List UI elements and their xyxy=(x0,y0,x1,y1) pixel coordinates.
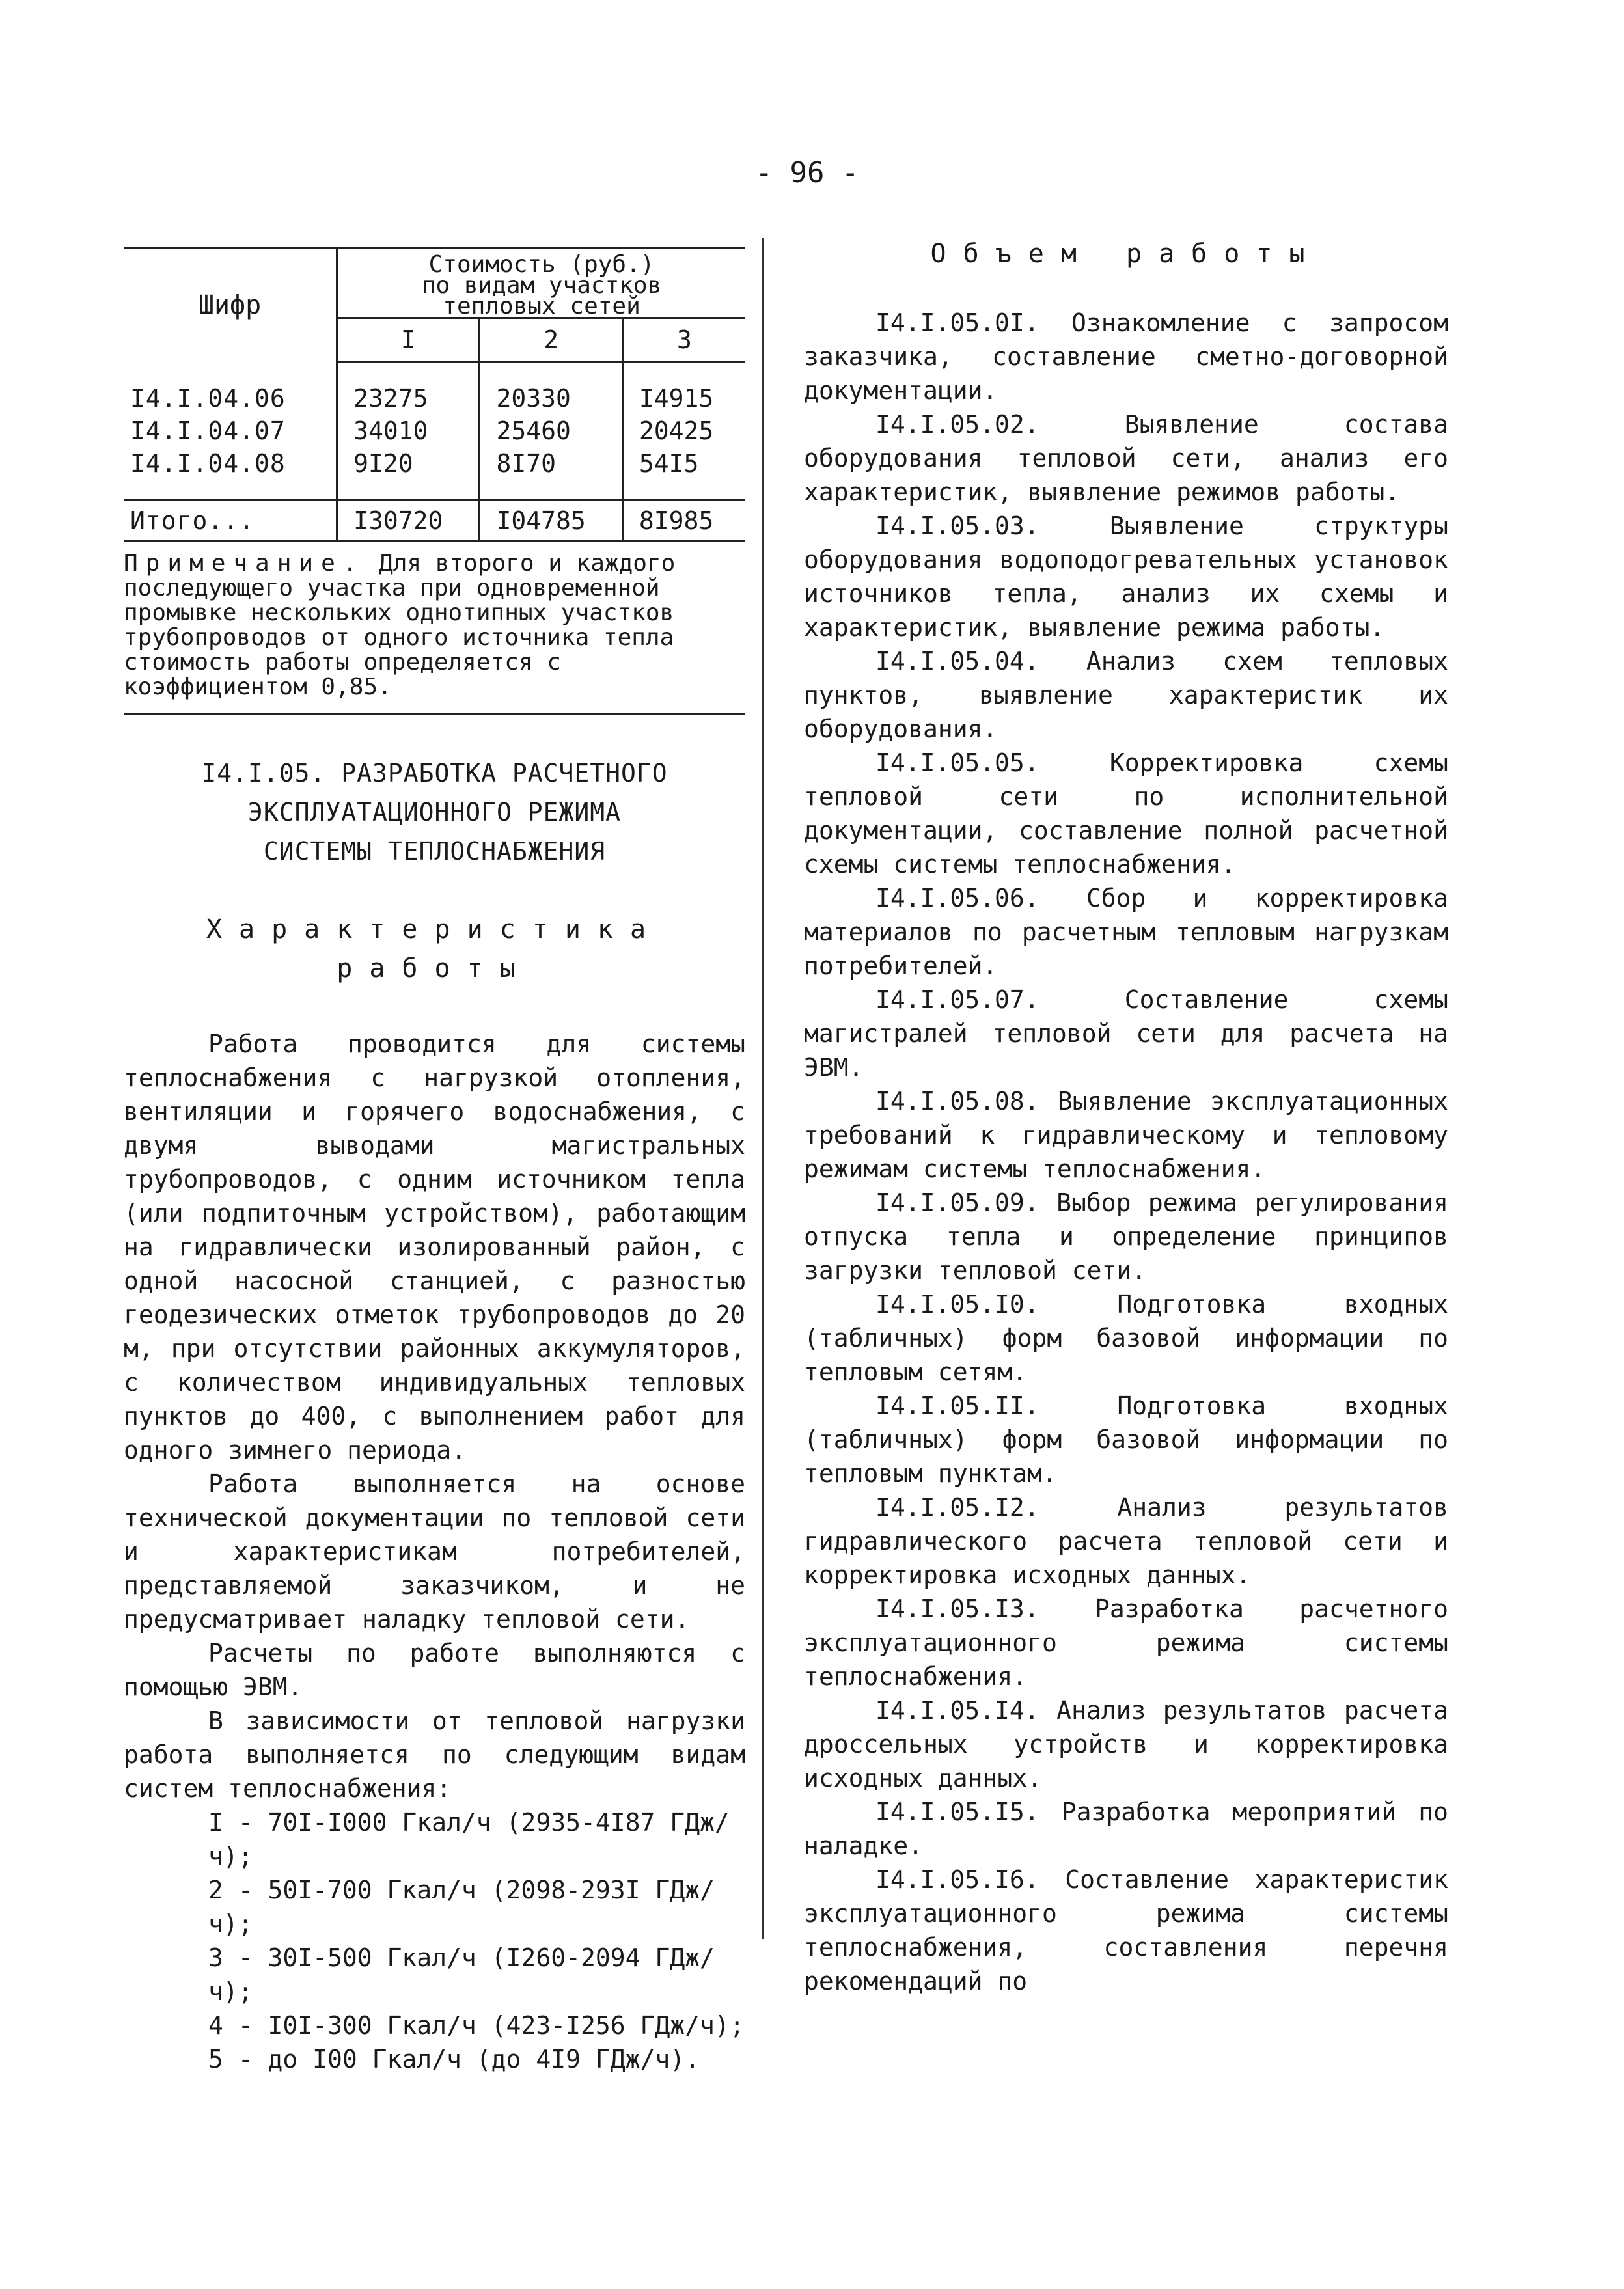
left-column xyxy=(124,247,745,2076)
work-item: I4.I.05.07. Составление схемы магистралей тепловой сети для расчета на ЭВМ. xyxy=(804,985,1448,1082)
list-item: 5 - до I00 Гкал/ч (до 4I9 ГДж/ч). xyxy=(208,2045,700,2074)
section-title xyxy=(124,754,745,871)
characteristic-heading-line: работы xyxy=(337,953,532,983)
table-row xyxy=(124,415,745,447)
column-number: I xyxy=(337,318,480,362)
paragraph: Работа выполняется на основе технической документации по тепловой сети и характеристикам потребителей, представляемой заказчиком, и не предусматривает наладку тепловой сети. xyxy=(124,1470,745,1634)
list-item: 3 - 30I-500 Гкал/ч (I260-2094 ГДж/ч); xyxy=(208,1943,715,2006)
characteristic-heading xyxy=(124,910,745,988)
page-number: - 96 - xyxy=(755,156,859,189)
cell-value: 25460 xyxy=(480,415,622,447)
work-item: I4.I.05.06. Сбор и корректировка материалов по расчетным тепловым нагрузкам потребителей. xyxy=(804,884,1448,980)
cell-value: 23275 xyxy=(353,384,428,413)
cost-table xyxy=(124,247,745,542)
total-value: 8I985 xyxy=(622,500,745,541)
paragraph: В зависимости от тепловой нагрузки работа выполняется по следующим видам систем теплоснабжения: xyxy=(124,1706,745,1803)
list-item: 2 - 50I-700 Гкал/ч (2098-293I ГДж/ч); xyxy=(208,1876,715,1938)
work-item: I4.I.05.I6. Составление характеристик эксплуатационного режима системы теплоснабжения, составления перечня рекомендаций по xyxy=(804,1865,1448,1995)
row-code: I4.I.04.06 xyxy=(124,382,337,415)
work-item: I4.I.05.08. Выявление эксплуатационных требований к гидравлическому и тепловому режимам системы теплоснабжения. xyxy=(804,1087,1448,1183)
work-item: I4.I.05.02. Выявление состава оборудования тепловой сети, анализ его характеристик, выявление режимов работы. xyxy=(804,410,1448,506)
work-item: I4.I.05.I2. Анализ результатов гидравлического расчета тепловой сети и корректировка исходных данных. xyxy=(804,1493,1448,1589)
cell-value: 8I70 xyxy=(480,447,622,480)
paragraph: Расчеты по работе выполняются с помощью ЭВМ. xyxy=(124,1639,745,1701)
work-scope-title: Объем работы xyxy=(930,239,1322,269)
note-divider xyxy=(124,713,745,715)
cost-header-line: тепловых сетей xyxy=(443,293,640,320)
work-item: I4.I.05.03. Выявление структуры оборудования водоподогревательных установок источников тепла, анализ их схемы и характеристик, выявление режима работы. xyxy=(804,512,1448,642)
paragraph: Работа проводится для системы теплоснабжения с нагрузкой отопления, вентиляции и горячего водоснабжения, с двумя выводами магистральных трубопроводов, с одним источником тепла (или подпиточным устройством), работающим на гидравлически изолированный район, с одной насосной станцией, с разностью геодезических отметок трубопроводов до 20 м, при отсутствии районных аккумуляторов, с количеством индивидуальных тепловых пунктов до 400, с выполнением работ для одного зимнего периода. xyxy=(124,1030,745,1464)
work-item: I4.I.05.I4. Анализ результатов расчета дроссельных устройств и корректировка исходных данных. xyxy=(804,1696,1448,1792)
total-label: Итого... xyxy=(124,500,337,541)
cost-header-line: Стоимость (руб.) xyxy=(428,251,655,278)
total-value: I30720 xyxy=(337,500,480,541)
row-code: I4.I.04.08 xyxy=(124,447,337,480)
work-item: I4.I.05.I0. Подготовка входных (табличных) форм базовой информации по тепловым сетям. xyxy=(804,1290,1448,1386)
work-item: I4.I.05.I5. Разработка мероприятий по наладке. xyxy=(804,1798,1448,1860)
cost-header-line: по видам участков xyxy=(421,272,662,299)
right-column xyxy=(804,234,1448,1998)
code-header: Шифр xyxy=(124,249,337,362)
note-text: Для второго и каждого последующего участка при одновременной промывке нескольких однотипных участков трубопроводов от одного источника тепла стоимость работы определяется с коэффициентом 0,85. xyxy=(124,550,676,700)
work-scope-list xyxy=(804,306,1448,1998)
work-item: I4.I.05.II. Подготовка входных (табличных) форм базовой информации по тепловым пунктам. xyxy=(804,1391,1448,1488)
list-item: 4 - I0I-300 Гкал/ч (423-I256 ГДж/ч); xyxy=(208,2011,745,2040)
total-row xyxy=(124,500,745,541)
column-number: 3 xyxy=(622,318,745,362)
section-title-line: ЭКСПЛУАТАЦИОННОГО РЕЖИМА xyxy=(247,798,622,827)
work-item: I4.I.05.I3. Разработка расчетного эксплуатационного режима системы теплоснабжения. xyxy=(804,1595,1448,1691)
row-code: I4.I.04.07 xyxy=(124,415,337,447)
cell-value: 34010 xyxy=(353,417,428,445)
cell-value: 20425 xyxy=(622,415,745,447)
note-lead: Примечание. xyxy=(124,550,365,577)
table-note xyxy=(124,551,745,700)
cell-value: I4915 xyxy=(622,382,745,415)
table-row xyxy=(124,447,745,480)
cell-value: 20330 xyxy=(480,382,622,415)
column-number: 2 xyxy=(480,318,622,362)
work-item: I4.I.05.05. Корректировка схемы тепловой сети по исполнительной документации, составление полной расчетной схемы системы теплоснабжения. xyxy=(804,748,1448,879)
heating-types-list xyxy=(124,1805,745,2076)
work-item: I4.I.05.09. Выбор режима регулирования отпуска тепла и определение принципов загрузки тепловой сети. xyxy=(804,1188,1448,1285)
list-item: I - 70I-I000 Гкал/ч (2935-4I87 ГДж/ч); xyxy=(208,1808,730,1871)
work-item: I4.I.05.0I. Ознакомление с запросом заказчика, составление сметно-договорной документации. xyxy=(804,308,1448,405)
cell-value: 54I5 xyxy=(622,447,745,480)
section-title-line: СИСТЕМЫ ТЕПЛОСНАБЖЕНИЯ xyxy=(263,837,606,866)
work-item: I4.I.05.04. Анализ схем тепловых пунктов, выявление характеристик их оборудования. xyxy=(804,647,1448,743)
table-row xyxy=(124,382,745,415)
column-divider xyxy=(762,238,764,1939)
total-value: I04785 xyxy=(480,500,622,541)
cost-header xyxy=(337,249,745,318)
section-title-line: I4.I.05. РАЗРАБОТКА РАСЧЕТНОГО xyxy=(201,759,668,788)
characteristic-heading-line: Характеристика xyxy=(206,914,663,944)
cell-value: 9I20 xyxy=(353,449,413,478)
